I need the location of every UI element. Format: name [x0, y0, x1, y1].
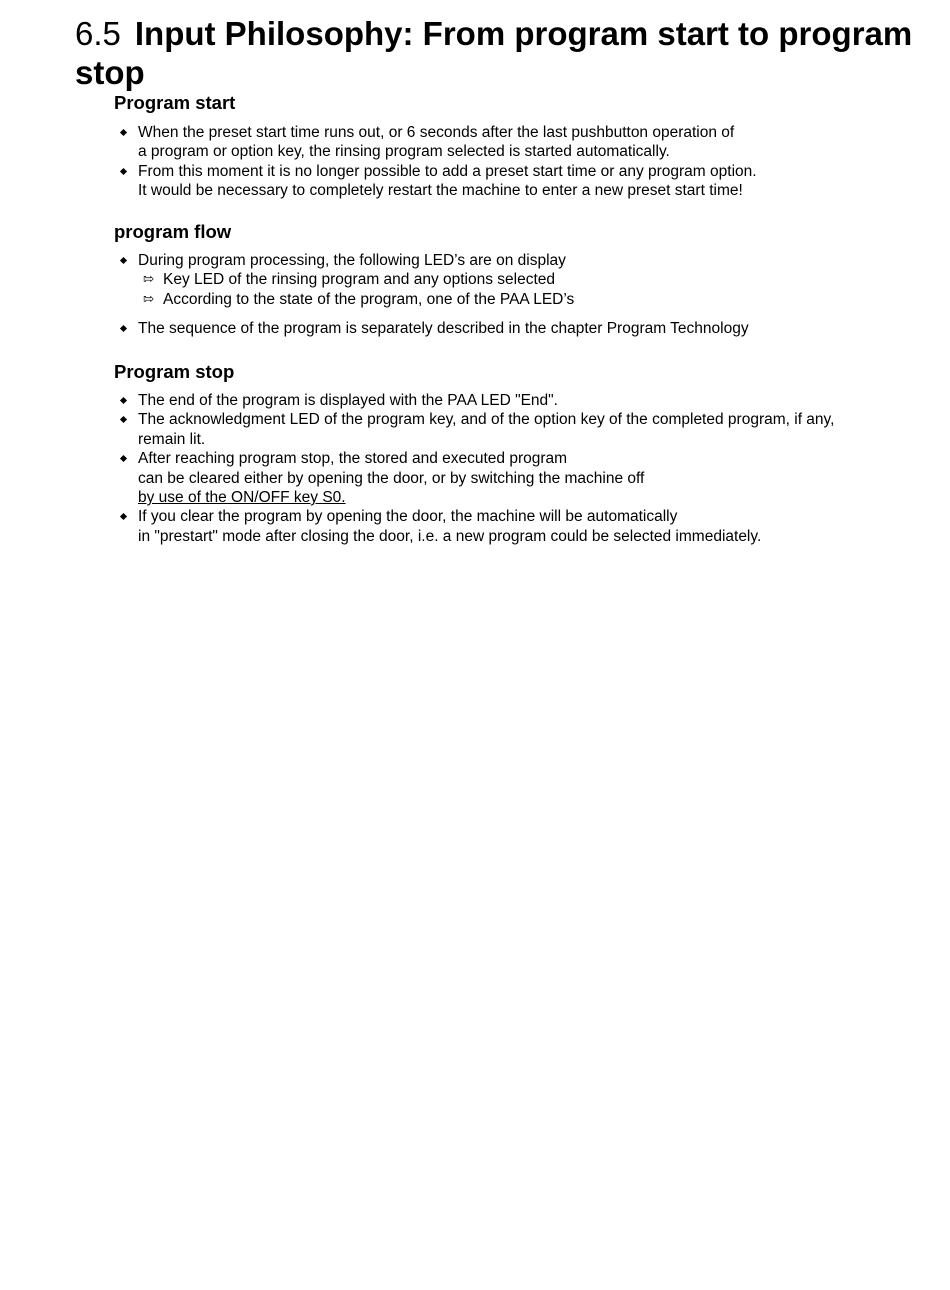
- bullet-diamond-icon: [120, 129, 127, 136]
- list-item: [114, 507, 894, 546]
- bullet-diamond-icon: [120, 513, 127, 520]
- section-heading-program-start: Program start: [114, 92, 236, 113]
- list-item: [114, 319, 894, 338]
- bullet-diamond-icon: [120, 168, 127, 175]
- section-program-start: [114, 92, 894, 201]
- sub-list-item: [114, 270, 894, 289]
- list-item-line: in "prestart" mode after closing the door, i.e. a new program could be selected immediately.: [138, 527, 762, 545]
- list-item: [114, 123, 894, 162]
- sub-list-item-text: Key LED of the rinsing program and any options selected: [163, 271, 556, 289]
- bullet-diamond-icon: [120, 257, 127, 264]
- hollow-arrow-icon: ⇰: [143, 291, 154, 307]
- page-title: [75, 14, 915, 92]
- list-item: [114, 449, 894, 507]
- bullet-diamond-icon: [120, 397, 127, 404]
- bullet-diamond-icon: [120, 325, 127, 332]
- section-heading-program-flow: program flow: [114, 221, 232, 242]
- list-item-line: The acknowledgment LED of the program key, and of the option key of the completed program, if any,: [138, 411, 835, 429]
- underlined-line: by use of the ON/OFF key S0.: [138, 489, 346, 507]
- list-item-line: can be cleared either by opening the door, or by switching the machine off: [138, 469, 645, 487]
- hollow-arrow-icon: ⇰: [143, 272, 154, 288]
- list-item: [114, 251, 894, 270]
- program-start-list: [114, 123, 894, 201]
- list-item-line: After reaching program stop, the stored and executed program: [138, 450, 568, 468]
- list-item-line: remain lit.: [138, 430, 206, 448]
- list-item-line: During program processing, the following LED’s are on display: [138, 252, 566, 269]
- list-item: [114, 391, 894, 410]
- sub-list-item-text: According to the state of the program, one of the PAA LED’s: [163, 290, 575, 308]
- title-line-2: stop: [75, 54, 145, 91]
- program-flow-list-2: [114, 319, 894, 338]
- bullet-diamond-icon: [120, 455, 127, 462]
- section-heading-program-stop: Program stop: [114, 361, 235, 382]
- list-item-line: It would be necessary to completely restart the machine to enter a new preset start time!: [138, 182, 743, 200]
- program-stop-list: [114, 391, 894, 546]
- list-item-line: The sequence of the program is separately described in the chapter Program Technology: [138, 320, 749, 338]
- list-item-line: When the preset start time runs out, or 6 seconds after the last pushbutton operation of: [138, 124, 735, 141]
- list-item: [114, 162, 894, 201]
- list-item-line: If you clear the program by opening the door, the machine will be automatically: [138, 508, 678, 526]
- title-text: Input Philosophy: From program start to program: [134, 15, 913, 52]
- list-item-line: The end of the program is displayed with the PAA LED "End".: [138, 392, 558, 409]
- list-item: [114, 410, 894, 449]
- program-flow-sublist: [114, 270, 894, 309]
- section-program-flow: [114, 221, 894, 339]
- section-program-stop: [114, 361, 894, 546]
- program-flow-list: [114, 251, 894, 270]
- list-item-line: a program or option key, the rinsing program selected is started automatically.: [138, 143, 670, 161]
- title-line-1: [75, 14, 915, 53]
- list-item-line: From this moment it is no longer possible to add a preset start time or any program option.: [138, 162, 757, 180]
- bullet-diamond-icon: [120, 416, 127, 423]
- section-number: 6.5: [75, 15, 121, 52]
- sub-list-item: [114, 290, 894, 309]
